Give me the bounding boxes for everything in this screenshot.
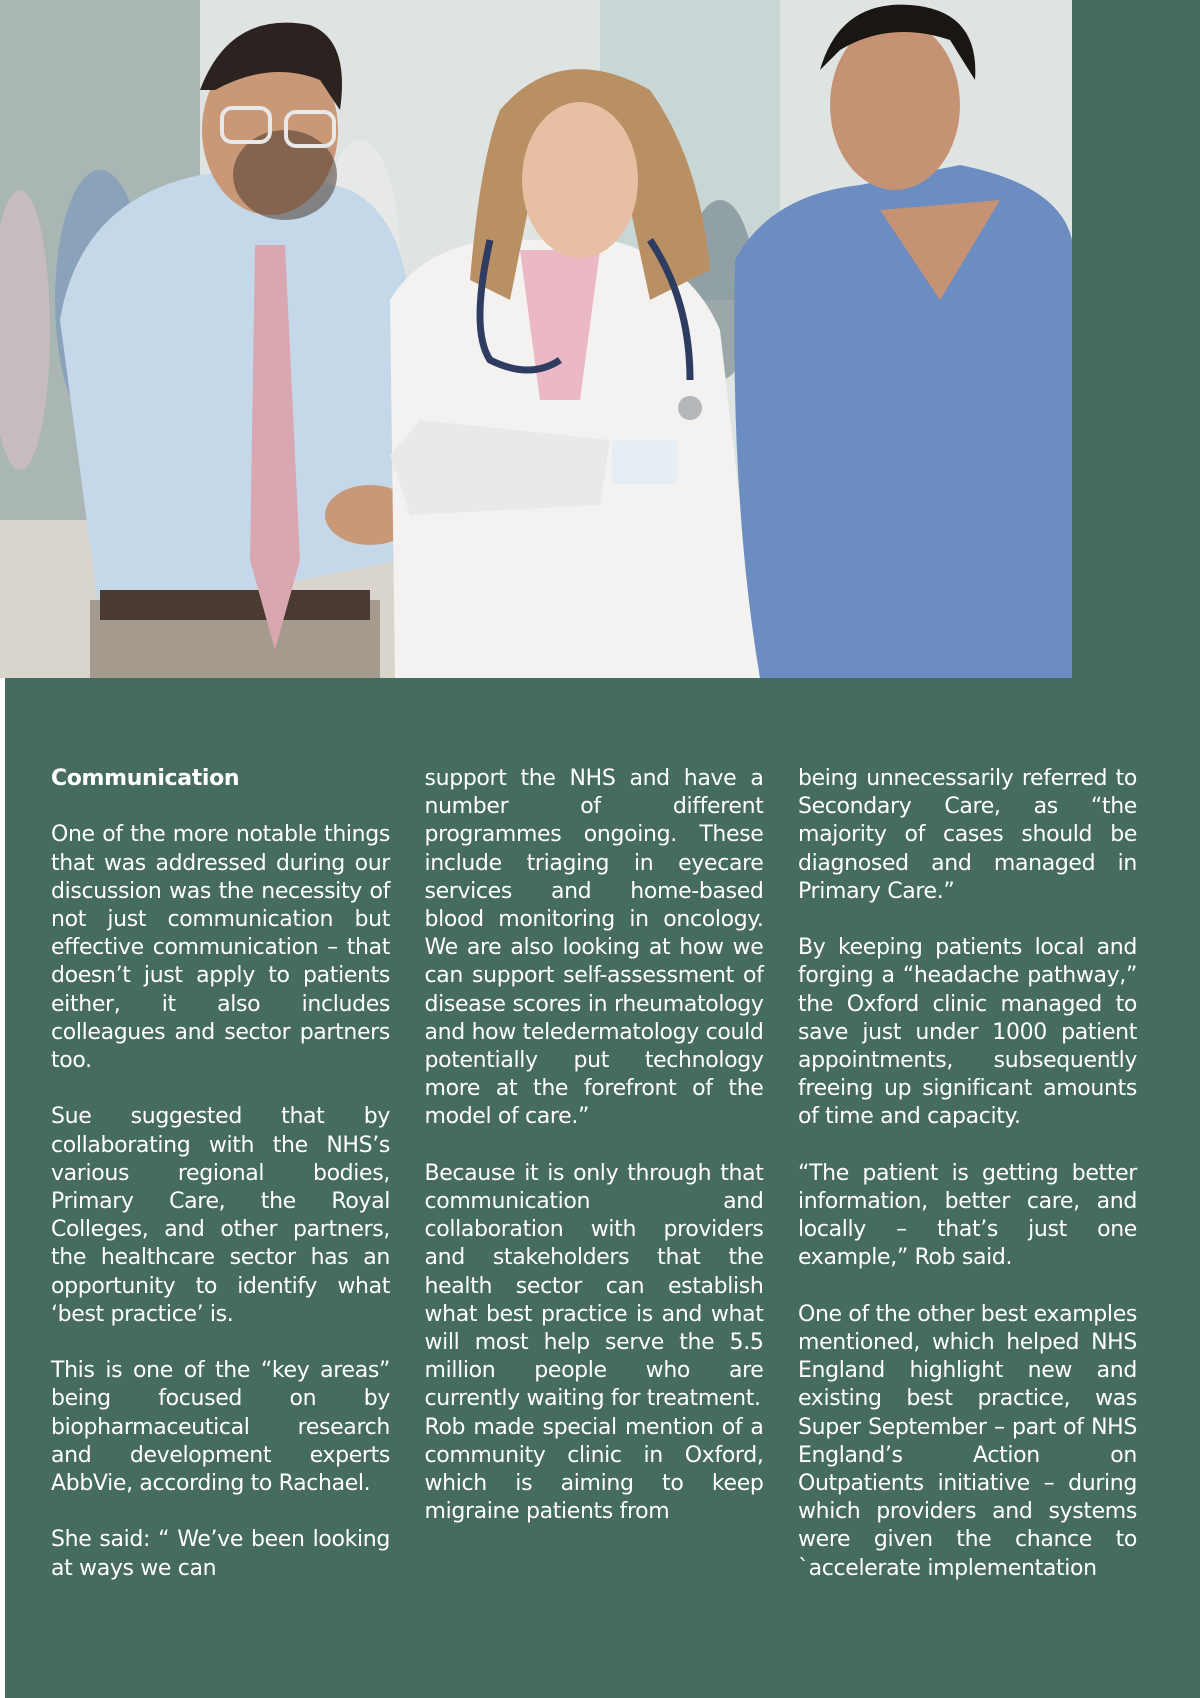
section-heading: Communication <box>51 766 240 791</box>
paragraph: being unnecessarily referred to Secondary Care, as “the majority of cases should be diagnosed and managed in Primary Care.” <box>798 766 1137 904</box>
paragraph: support the NHS and have a number of different programmes ongoing. These include triaging in eyecare services and home-based blood monitoring in oncology. We are also looking at how we can support self-assessment of disease scores in rheumatology and how teledermatology could potentially put technology more at the forefront of the model of care.” <box>424 766 764 1130</box>
article-column-2 <box>425 765 764 1583</box>
paragraph: This is one of the “key areas” being focused on by biopharmaceutical research and development experts AbbVie, according to Rachael. <box>51 1358 390 1497</box>
paragraph: Rob made special mention of a community clinic in Oxford, which is aiming to keep migraine patients from <box>424 1414 764 1525</box>
article-column-3 <box>798 765 1137 1583</box>
paragraph: Because it is only through that communication and collaboration with providers and stakeholders that the health sector can establish what best practice is and what will most help serve the 5.5 million people who are currently waiting for treatment. <box>424 1160 764 1412</box>
paragraph: Sue suggested that by collaborating with the NHS’s various regional bodies, Primary Care, the Royal Colleges, and other partners, the healthcare sector has an opportunity to identify what ‘best practice’ is. <box>51 1104 390 1327</box>
paragraph: One of the other best examples mentioned, which helped NHS England highlight new and existing best practice, was Super September – part of NHS England’s Action on Outpatients initiative – during which providers and systems were given the chance to `accelerate implementation <box>798 1301 1137 1581</box>
hero-photo <box>0 0 1072 678</box>
paragraph: One of the more notable things that was addressed during our discussion was the necessity of not just communication but effective communication – that doesn’t just apply to patients either, it also includes colleagues and sector partners too. <box>51 822 390 1074</box>
paragraph: She said: “ We’ve been looking at ways we can <box>51 1527 390 1581</box>
paragraph: “The patient is getting better information, better care, and locally – that’s just one example,” Rob said. <box>798 1160 1137 1271</box>
paragraph: By keeping patients local and forging a “headache pathway,” the Oxford clinic managed to save just under 1000 patient appointments, subsequently freeing up significant amounts of time and capacity. <box>798 935 1137 1130</box>
article-columns <box>51 765 1137 1583</box>
healthcare-team-photo <box>0 0 1072 678</box>
article-column-1 <box>51 765 390 1583</box>
